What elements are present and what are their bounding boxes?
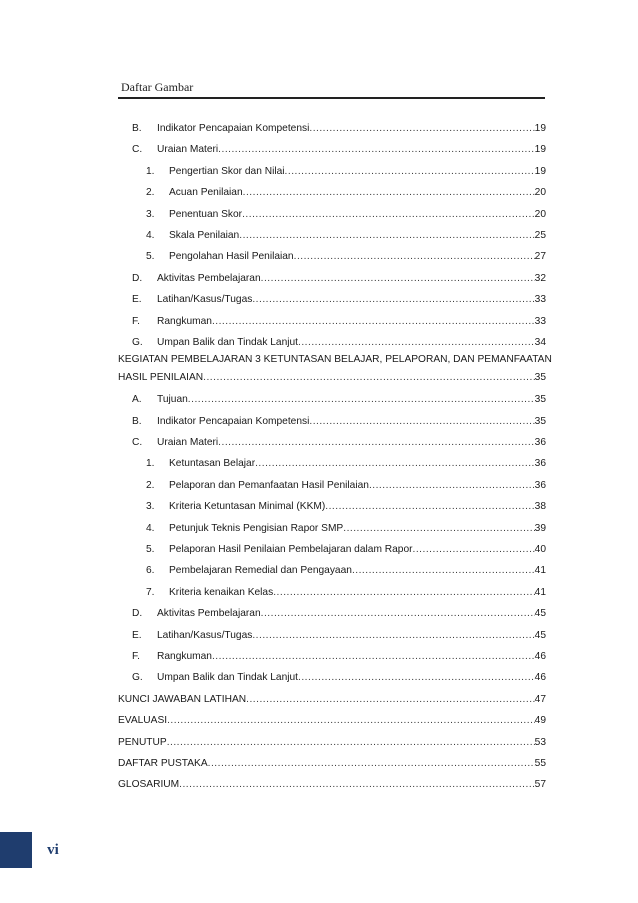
table-of-contents xyxy=(118,118,552,796)
toc-dot-leader xyxy=(285,161,535,182)
toc-dot-leader xyxy=(246,689,535,710)
toc-entry-title: Aktivitas Pembelajaran xyxy=(157,272,261,284)
toc-entry-title: DAFTAR PUSTAKA xyxy=(118,757,208,769)
toc-entry-number: B. xyxy=(132,415,142,427)
toc-entry[interactable] xyxy=(118,268,546,289)
toc-entry-title: Umpan Balik dan Tindak Lanjut xyxy=(157,336,299,348)
toc-entry[interactable] xyxy=(118,582,546,603)
toc-entry-page: 32 xyxy=(534,272,546,284)
toc-entry-page: 27 xyxy=(534,251,546,263)
toc-entry[interactable] xyxy=(118,225,546,246)
toc-entry-number: 5. xyxy=(146,251,155,263)
toc-entry-page: 36 xyxy=(534,437,546,449)
toc-entry-row xyxy=(118,369,546,387)
toc-dot-leader xyxy=(242,204,535,225)
toc-entry-number: 4. xyxy=(146,229,155,241)
toc-entry-title: Pembelajaran Remedial dan Pengayaan xyxy=(169,565,352,577)
toc-entry-title: Pengertian Skor dan Nilai xyxy=(169,165,285,177)
toc-entry-title: Rangkuman xyxy=(157,650,212,662)
toc-entry-number: 2. xyxy=(146,479,155,491)
toc-dot-leader xyxy=(261,603,535,624)
toc-entry-row xyxy=(157,311,546,332)
toc-entry-row xyxy=(118,710,546,731)
toc-entry-page: 20 xyxy=(534,208,546,220)
toc-dot-leader xyxy=(252,625,534,646)
toc-entry-page: 19 xyxy=(534,123,546,134)
toc-dot-leader xyxy=(261,268,535,289)
toc-entry-title: Skala Penilaian xyxy=(169,229,240,241)
toc-entry-page: 34 xyxy=(534,336,546,348)
toc-entry-row xyxy=(169,518,546,539)
toc-entry[interactable] xyxy=(118,603,546,624)
toc-entry-title: Pelaporan dan Pemanfaatan Hasil Penilaian xyxy=(169,479,369,491)
toc-entry-number: 3. xyxy=(146,501,155,513)
toc-entry-page: 45 xyxy=(534,629,546,641)
toc-entry-page: 41 xyxy=(534,586,546,598)
toc-entry-page: 36 xyxy=(534,479,546,491)
toc-entry-number: 1. xyxy=(146,165,155,177)
toc-entry-page: 55 xyxy=(534,757,546,769)
toc-entry-row xyxy=(118,774,546,795)
toc-entry-title-line1: KEGIATAN PEMBELAJARAN 3 KETUNTASAN BELAJAR, PELAPORAN, DAN PEMANFAATAN xyxy=(118,354,552,366)
toc-entry[interactable] xyxy=(118,182,546,203)
toc-entry-title: Indikator Pencapaian Kompetensi xyxy=(157,123,310,134)
toc-entry-row xyxy=(157,332,546,353)
toc-entry-page: 39 xyxy=(534,522,546,534)
toc-entry-page: 35 xyxy=(534,394,546,406)
toc-dot-leader xyxy=(273,582,534,603)
header-rule xyxy=(118,97,545,99)
toc-entry-title: Pengolahan Hasil Penilaian xyxy=(169,251,294,263)
toc-dot-leader xyxy=(298,667,535,688)
toc-entry-row xyxy=(157,118,546,139)
toc-entry-title: Latihan/Kasus/Tugas xyxy=(157,294,253,306)
toc-entry-title: Acuan Penilaian xyxy=(169,187,243,199)
toc-entry-row xyxy=(118,732,546,753)
toc-entry-title: Latihan/Kasus/Tugas xyxy=(157,629,253,641)
toc-entry-number: C. xyxy=(132,437,143,449)
toc-entry[interactable] xyxy=(118,289,546,310)
toc-entry[interactable] xyxy=(118,161,546,182)
page-number: vi xyxy=(47,841,59,858)
header-title: Daftar Gambar xyxy=(121,80,194,94)
toc-entry-row xyxy=(169,182,546,203)
toc-dot-leader xyxy=(208,753,535,774)
toc-entry-page: 35 xyxy=(534,415,546,427)
toc-entry[interactable] xyxy=(118,560,546,581)
toc-entry-page: 45 xyxy=(534,608,546,620)
toc-dot-leader xyxy=(239,225,534,246)
toc-dot-leader xyxy=(218,139,535,160)
toc-dot-leader xyxy=(309,118,534,139)
toc-dot-leader xyxy=(309,411,534,432)
toc-entry[interactable] xyxy=(118,710,546,731)
page-number-box xyxy=(32,832,74,868)
toc-entry-page: 49 xyxy=(534,715,546,727)
toc-entry-title: GLOSARIUM xyxy=(118,779,180,791)
toc-entry-row xyxy=(157,667,546,688)
toc-entry-title: Kriteria Ketuntasan Minimal (KKM) xyxy=(169,501,326,513)
toc-entry[interactable] xyxy=(118,625,546,646)
toc-entry-page: 41 xyxy=(534,565,546,577)
toc-entry-number: 1. xyxy=(146,458,155,470)
toc-entry-row xyxy=(157,139,546,160)
toc-entry-title: Umpan Balik dan Tindak Lanjut xyxy=(157,672,299,684)
toc-entry-page: 53 xyxy=(534,736,546,748)
toc-dot-leader xyxy=(255,453,535,474)
toc-entry-page: 35 xyxy=(534,372,546,384)
toc-entry-title: Tujuan xyxy=(157,394,188,406)
toc-entry-title: Indikator Pencapaian Kompetensi xyxy=(157,415,310,427)
toc-entry[interactable] xyxy=(118,667,546,688)
toc-entry-row xyxy=(169,225,546,246)
toc-entry-row xyxy=(169,496,546,517)
toc-entry-title: Ketuntasan Belajar xyxy=(169,458,256,470)
toc-entry-row xyxy=(118,753,546,774)
toc-entry[interactable] xyxy=(118,475,546,496)
toc-entry-number: E. xyxy=(132,294,142,306)
toc-entry[interactable] xyxy=(118,311,546,332)
toc-dot-leader xyxy=(212,646,535,667)
toc-entry-number: A. xyxy=(132,394,142,406)
toc-entry-title: Aktivitas Pembelajaran xyxy=(157,608,261,620)
toc-dot-leader xyxy=(167,732,535,753)
toc-entry[interactable] xyxy=(118,118,546,139)
toc-entry-title: Kriteria kenaikan Kelas xyxy=(169,586,274,598)
toc-entry-page: 46 xyxy=(534,650,546,662)
toc-entry-number: D. xyxy=(132,608,143,620)
toc-entry[interactable] xyxy=(118,353,552,389)
toc-entry-row xyxy=(169,475,546,496)
toc-entry[interactable] xyxy=(118,774,546,795)
toc-entry-title: Uraian Materi xyxy=(157,437,219,449)
toc-dot-leader xyxy=(294,246,535,267)
toc-entry[interactable] xyxy=(118,139,546,160)
toc-entry-row xyxy=(169,560,546,581)
toc-entry[interactable] xyxy=(118,753,546,774)
toc-entry-row xyxy=(169,246,546,267)
toc-dot-leader xyxy=(298,332,535,353)
toc-entry-number: 3. xyxy=(146,208,155,220)
toc-entry-row xyxy=(157,646,546,667)
toc-entry-row xyxy=(157,389,546,410)
toc-entry-title: Rangkuman xyxy=(157,315,212,327)
toc-entry-row xyxy=(169,453,546,474)
toc-entry-number: G. xyxy=(132,672,143,684)
toc-entry-page: 33 xyxy=(534,315,546,327)
toc-dot-leader xyxy=(188,389,535,410)
toc-entry[interactable] xyxy=(118,539,546,560)
toc-entry-number: B. xyxy=(132,123,142,134)
toc-entry-row xyxy=(169,161,546,182)
toc-entry-number: 5. xyxy=(146,544,155,556)
toc-entry-page: 20 xyxy=(534,187,546,199)
toc-entry[interactable] xyxy=(118,496,546,517)
toc-entry-row xyxy=(157,268,546,289)
toc-entry-page: 25 xyxy=(534,229,546,241)
toc-dot-leader xyxy=(212,311,535,332)
toc-entry-page: 36 xyxy=(534,458,546,470)
toc-entry-number: C. xyxy=(132,144,143,156)
toc-entry[interactable] xyxy=(118,432,546,453)
toc-entry-title: Uraian Materi xyxy=(157,144,219,156)
toc-entry-number: 2. xyxy=(146,187,155,199)
toc-entry-title: Penentuan Skor xyxy=(169,208,243,220)
toc-dot-leader xyxy=(325,496,534,517)
toc-dot-leader xyxy=(218,432,535,453)
toc-entry-page: 46 xyxy=(534,672,546,684)
toc-entry[interactable] xyxy=(118,453,546,474)
toc-dot-leader xyxy=(413,539,535,560)
toc-entry-page: 47 xyxy=(534,693,546,705)
toc-entry-title: PENUTUP xyxy=(118,736,167,748)
toc-entry[interactable] xyxy=(118,518,546,539)
toc-entry[interactable] xyxy=(118,204,546,225)
toc-entry-number: E. xyxy=(132,629,142,641)
toc-entry-row xyxy=(169,539,546,560)
toc-entry[interactable] xyxy=(118,732,546,753)
toc-dot-leader xyxy=(203,369,535,387)
toc-entry[interactable] xyxy=(118,246,546,267)
toc-entry[interactable] xyxy=(118,646,546,667)
toc-entry-page: 19 xyxy=(534,144,546,156)
toc-entry-page: 40 xyxy=(534,544,546,556)
toc-entry-page: 57 xyxy=(534,779,546,791)
toc-dot-leader xyxy=(167,710,535,731)
toc-dot-leader xyxy=(343,518,534,539)
toc-entry-row xyxy=(157,432,546,453)
toc-entry-page: 19 xyxy=(534,165,546,177)
toc-entry-title: EVALUASI xyxy=(118,715,168,727)
toc-entry[interactable] xyxy=(118,689,546,710)
toc-entry[interactable] xyxy=(118,411,546,432)
toc-entry-number: 7. xyxy=(146,586,155,598)
toc-entry-number: F. xyxy=(132,315,140,327)
toc-dot-leader xyxy=(243,182,535,203)
toc-entry-number: G. xyxy=(132,336,143,348)
toc-entry-row xyxy=(118,689,546,710)
page-number-badge xyxy=(0,832,74,868)
toc-entry-number: D. xyxy=(132,272,143,284)
toc-entry-title: KUNCI JAWABAN LATIHAN xyxy=(118,693,247,705)
toc-entry-title: Pelaporan Hasil Penilaian Pembelajaran dalam Rapor xyxy=(169,544,413,556)
toc-entry-title: Petunjuk Teknis Pengisian Rapor SMP xyxy=(169,522,344,534)
toc-entry-number: 4. xyxy=(146,522,155,534)
toc-entry-row xyxy=(157,289,546,310)
toc-entry-row xyxy=(169,204,546,225)
toc-entry-row xyxy=(157,411,546,432)
toc-entry-title: HASIL PENILAIAN xyxy=(118,372,204,384)
toc-dot-leader xyxy=(352,560,535,581)
toc-dot-leader xyxy=(252,289,534,310)
toc-entry[interactable] xyxy=(118,332,546,353)
toc-entry-number: F. xyxy=(132,650,140,662)
toc-entry[interactable] xyxy=(118,389,546,410)
toc-entry-row xyxy=(157,603,546,624)
toc-entry-page: 38 xyxy=(534,501,546,513)
toc-entry-number: 6. xyxy=(146,565,155,577)
toc-dot-leader xyxy=(369,475,535,496)
toc-entry-row xyxy=(157,625,546,646)
toc-dot-leader xyxy=(179,774,535,795)
toc-entry-row xyxy=(169,582,546,603)
toc-entry-page: 33 xyxy=(534,294,546,306)
